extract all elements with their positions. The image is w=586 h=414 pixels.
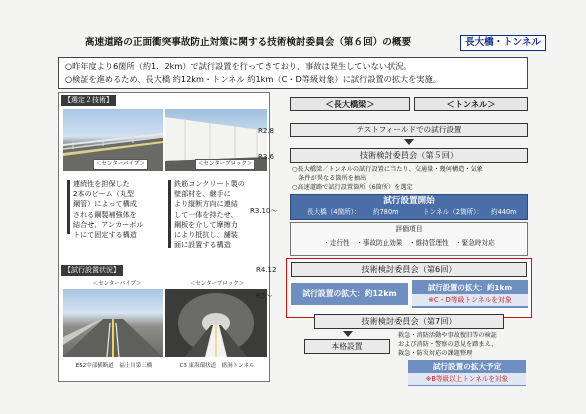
evaluation-box (290, 222, 528, 256)
block-desc-line: 壁部材を、継手に (174, 189, 231, 199)
technology-panel (58, 92, 273, 382)
tunnel-photo-caption: C3 東海環状道 栃洞トンネル (179, 363, 255, 369)
committee-5-note: 条件が異なる箇所を抽出 (292, 175, 367, 182)
description-marker (168, 180, 171, 248)
verification-note: および消防・警察の意見を踏まえ、 (398, 341, 498, 348)
description-marker (67, 180, 70, 234)
committee-7-box: 技術検討委員会（第7回） (314, 314, 504, 329)
pipe-desc-line: トにて固定する構造 (73, 230, 137, 240)
flow-arrow (343, 331, 353, 337)
center-block-callout: ＜センターブロック＞ (195, 159, 255, 170)
tunnel-expansion-note: ※C・D等級トンネルを対象 (412, 294, 528, 306)
tunnel-installation-photo (165, 289, 267, 357)
pipe-desc-line: 2本のビーム（丸型 (73, 189, 134, 199)
summary-box (58, 57, 528, 89)
trial-status-tag: 【試行設置状況】 (61, 265, 123, 276)
committee-5-note: ○高速道路で試行設置箇所（6箇所）を選定 (292, 184, 413, 191)
pipe-desc-line: 鋼管）によって構成 (73, 199, 137, 209)
block-desc-line: して一体を持たせ、 (174, 209, 238, 219)
center-pipe-description (73, 179, 143, 240)
center-pipe-callout: ＜センターパイプ＞ (93, 159, 148, 170)
tunnel-length: 約440m (491, 208, 517, 216)
trial-start-title: 試行設置開始 (383, 196, 435, 206)
full-installation-box: 本格設置 (304, 339, 390, 354)
pipe-desc-line: 連続性を担保した (73, 179, 130, 188)
bridge-count: 長大橋（4箇所）： (307, 208, 361, 216)
page-title: 高速道路の正面衝突事故防止対策に関する技術検討委員会（第６回）の概要 (84, 37, 412, 48)
block-desc-line: 面に設置する構造 (174, 240, 231, 250)
tunnel-column-header: ＜トンネル＞ (414, 97, 528, 111)
committee-5-box: 技術検討委員会（第５回） (290, 148, 528, 163)
flow-arrow (404, 139, 414, 145)
trial-start-details (291, 207, 527, 218)
summary-line-1: ○昨年度より6箇所（約1．2km）で試行設置を行ってきており、事故は発生していない状況。 (65, 61, 412, 71)
timeline-label: R5～ (256, 292, 273, 300)
photo-block-label: ＜センターブロック＞ (189, 281, 245, 287)
bridge-length: 約780m (373, 208, 399, 216)
title-tag: 長大橋・トンネル (460, 35, 546, 51)
photo-pipe-label: ＜センターパイプ＞ (92, 281, 142, 287)
block-desc-line: 鉄筋コンクリート製の (174, 179, 245, 188)
timeline-label: R2.8 (258, 127, 274, 135)
tunnel-expansion-box (412, 280, 528, 308)
trial-start-box (290, 194, 528, 220)
block-desc-line: により抵抗し、舗装 (174, 230, 238, 240)
timeline-label: R3.10～ (250, 207, 278, 215)
bridge-column-header: ＜長大橋梁＞ (290, 97, 410, 111)
timeline-label: R3.6 (258, 153, 274, 161)
timeline-label: R4.12 (256, 266, 277, 274)
bridge-installation-illustration (63, 289, 163, 357)
tunnel-expansion-title: 試行設置の拡大：約1km (427, 283, 513, 292)
tunnel-installation-illustration (165, 289, 267, 357)
verification-note: 救急・消防活動や事故復旧等の検証 (398, 332, 497, 339)
summary-line-2: ○検証を進めるため、長大橋 約12km・トンネル 約1km（C・D等級対象）に試行設置の拡大を実施。 (65, 74, 441, 84)
bridge-installation-photo (63, 289, 163, 357)
tunnel-count: トンネル（2箇所）： (423, 208, 484, 216)
evaluation-items: ・走行性 ・事故防止効果 ・維持管理性 ・緊急時対応 (323, 239, 495, 247)
center-block-description (174, 179, 245, 250)
selected-tech-tag: 【選定２技術】 (61, 95, 116, 106)
planned-expansion-box (408, 360, 526, 386)
bridge-photo-caption: E52中部横断道 福士川第三橋 (75, 363, 153, 369)
committee-6-box: 技術検討委員会（第6回） (291, 262, 527, 277)
block-desc-line: より縦断方向に連結 (174, 199, 238, 209)
planned-expansion-note: ※B等級以上トンネルを対象 (408, 373, 526, 385)
pipe-desc-line: 結合せ、アンカーボル (73, 219, 144, 229)
title-row (40, 34, 546, 52)
verification-note: 救急・防災対応の課題整理 (398, 350, 473, 357)
evaluation-title: 評価項目 (395, 225, 423, 233)
block-desc-line: 鋼板を介して摩擦力 (174, 219, 238, 229)
field-trial-box: テストフィールドでの試行設置 (290, 123, 528, 137)
planned-expansion-title: 試行設置の拡大予定 (432, 362, 502, 371)
pipe-desc-line: される鋼製補強体を (73, 209, 137, 219)
bridge-expansion-box: 試行設置の拡大：約12km (291, 283, 408, 305)
committee-5-note: ○長大橋梁／トンネルの試行設置に当たり、交通量・幾何構造・気象 (292, 166, 483, 173)
